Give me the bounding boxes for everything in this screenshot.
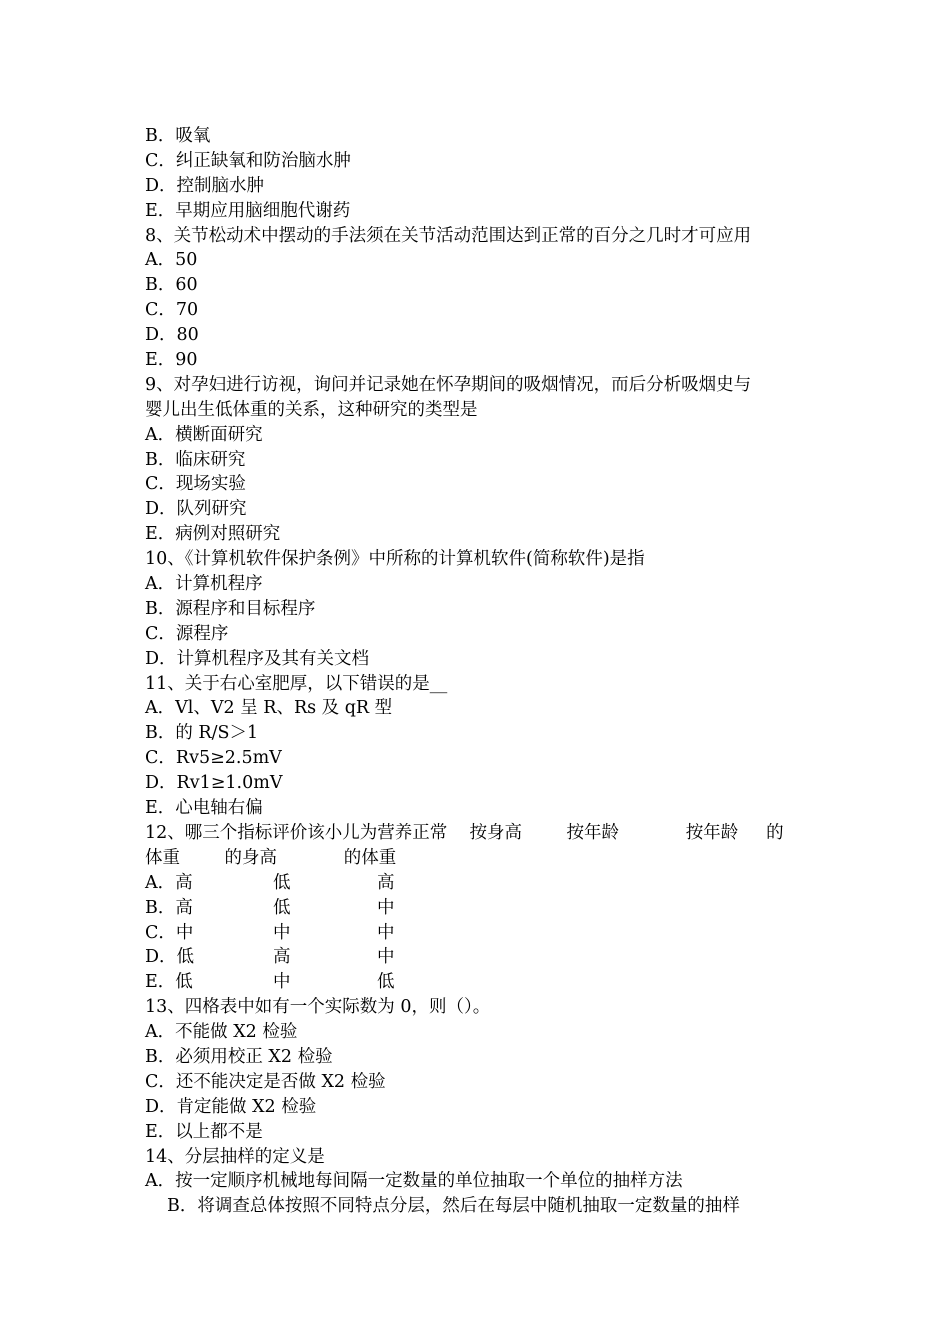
text-line: 婴儿出生低体重的关系，这种研究的类型是 [145, 399, 478, 420]
option-cell: E．低 [145, 972, 193, 993]
text-line: D．80 [145, 325, 199, 346]
text-line: D．Rv1≥1.0mV [145, 773, 283, 794]
text-line: A．按一定顺序机械地每间隔一定数量的单位抽取一个单位的抽样方法 [145, 1171, 683, 1192]
question-14-option-b: B．将调查总体按照不同特点分层，然后在每层中随机抽取一定数量的抽样 [167, 1196, 740, 1217]
option-cell: 低 [273, 897, 291, 918]
option-cell: C．中 [145, 922, 194, 943]
question-12-option-row [145, 945, 810, 970]
text-line: B．60 [145, 275, 198, 296]
option-cell: 低 [377, 972, 395, 993]
text-line: B．必须用校正 X2 检验 [145, 1046, 333, 1067]
text-line: C．纠正缺氧和防治脑水肿 [145, 150, 351, 171]
text-block-before-q12 [145, 124, 810, 821]
text-block-after-q12 [145, 995, 810, 1194]
text-line: 8、关节松动术中摆动的手法须在关节活动范围达到正常的百分之几时才可应用 [145, 225, 752, 246]
question-12-option-row [145, 896, 810, 921]
text-line: D．肯定能做 X2 检验 [145, 1096, 317, 1117]
question-12-option-row [145, 921, 810, 946]
question-12-line-2: 体重 的身高 的体重 [145, 847, 397, 868]
text-line: A．计算机程序 [145, 574, 263, 595]
text-line: D．控制脑水肿 [145, 175, 265, 196]
option-cell: 中 [273, 972, 291, 993]
option-cell: A．高 [145, 872, 193, 893]
text-line: D．计算机程序及其有关文档 [145, 648, 370, 669]
option-cell: 低 [273, 872, 291, 893]
text-line: 14、分层抽样的定义是 [145, 1146, 325, 1167]
question-12-option-row [145, 970, 810, 995]
text-line: 13、四格表中如有一个实际数为 0，则（）。 [145, 997, 491, 1018]
text-line: E．早期应用脑细胞代谢药 [145, 200, 351, 221]
question-12-option-row [145, 871, 810, 896]
text-line: C．Rv5≥2.5mV [145, 748, 282, 769]
question-12-line-1: 12、哪三个指标评价该小儿为营养正常 按身高 按年龄 按年龄 的 [145, 822, 784, 843]
text-line: 10、《计算机软件保护条例》中所称的计算机软件(简称软件)是指 [145, 549, 645, 570]
document-page [145, 124, 810, 1219]
option-cell: 高 [377, 872, 395, 893]
text-line: A．横断面研究 [145, 424, 263, 445]
text-line: B．的 R/S＞1 [145, 723, 259, 744]
option-cell: 中 [273, 922, 291, 943]
text-line: E．病例对照研究 [145, 524, 281, 545]
text-line: A．50 [145, 250, 198, 271]
option-cell: D．低 [145, 947, 195, 968]
text-line: C．还不能决定是否做 X2 检验 [145, 1071, 386, 1092]
text-line: B．临床研究 [145, 449, 246, 470]
text-line: A．Vl、V2 呈 R、Rs 及 qR 型 [145, 698, 393, 719]
option-cell: 高 [273, 947, 291, 968]
option-cell: B．高 [145, 897, 193, 918]
text-line: A．不能做 X2 检验 [145, 1022, 298, 1043]
text-line: C．70 [145, 300, 199, 321]
option-cell: 中 [377, 897, 395, 918]
text-line: 11、关于右心室肥厚，以下错误的是__ [145, 673, 448, 694]
question-12-options-table [145, 871, 810, 995]
text-line: C．现场实验 [145, 474, 246, 495]
text-line: E．心电轴右偏 [145, 798, 263, 819]
text-line: D．队列研究 [145, 499, 247, 520]
text-line: C．源程序 [145, 623, 229, 644]
text-line: E．90 [145, 350, 198, 371]
text-line: E．以上都不是 [145, 1121, 263, 1142]
text-line: B．源程序和目标程序 [145, 598, 316, 619]
text-line: 9、对孕妇进行访视，询问并记录她在怀孕期间的吸烟情况，而后分析吸烟史与 [145, 374, 752, 395]
text-line: B．吸氧 [145, 126, 211, 146]
option-cell: 中 [377, 922, 395, 943]
option-cell: 中 [377, 947, 395, 968]
